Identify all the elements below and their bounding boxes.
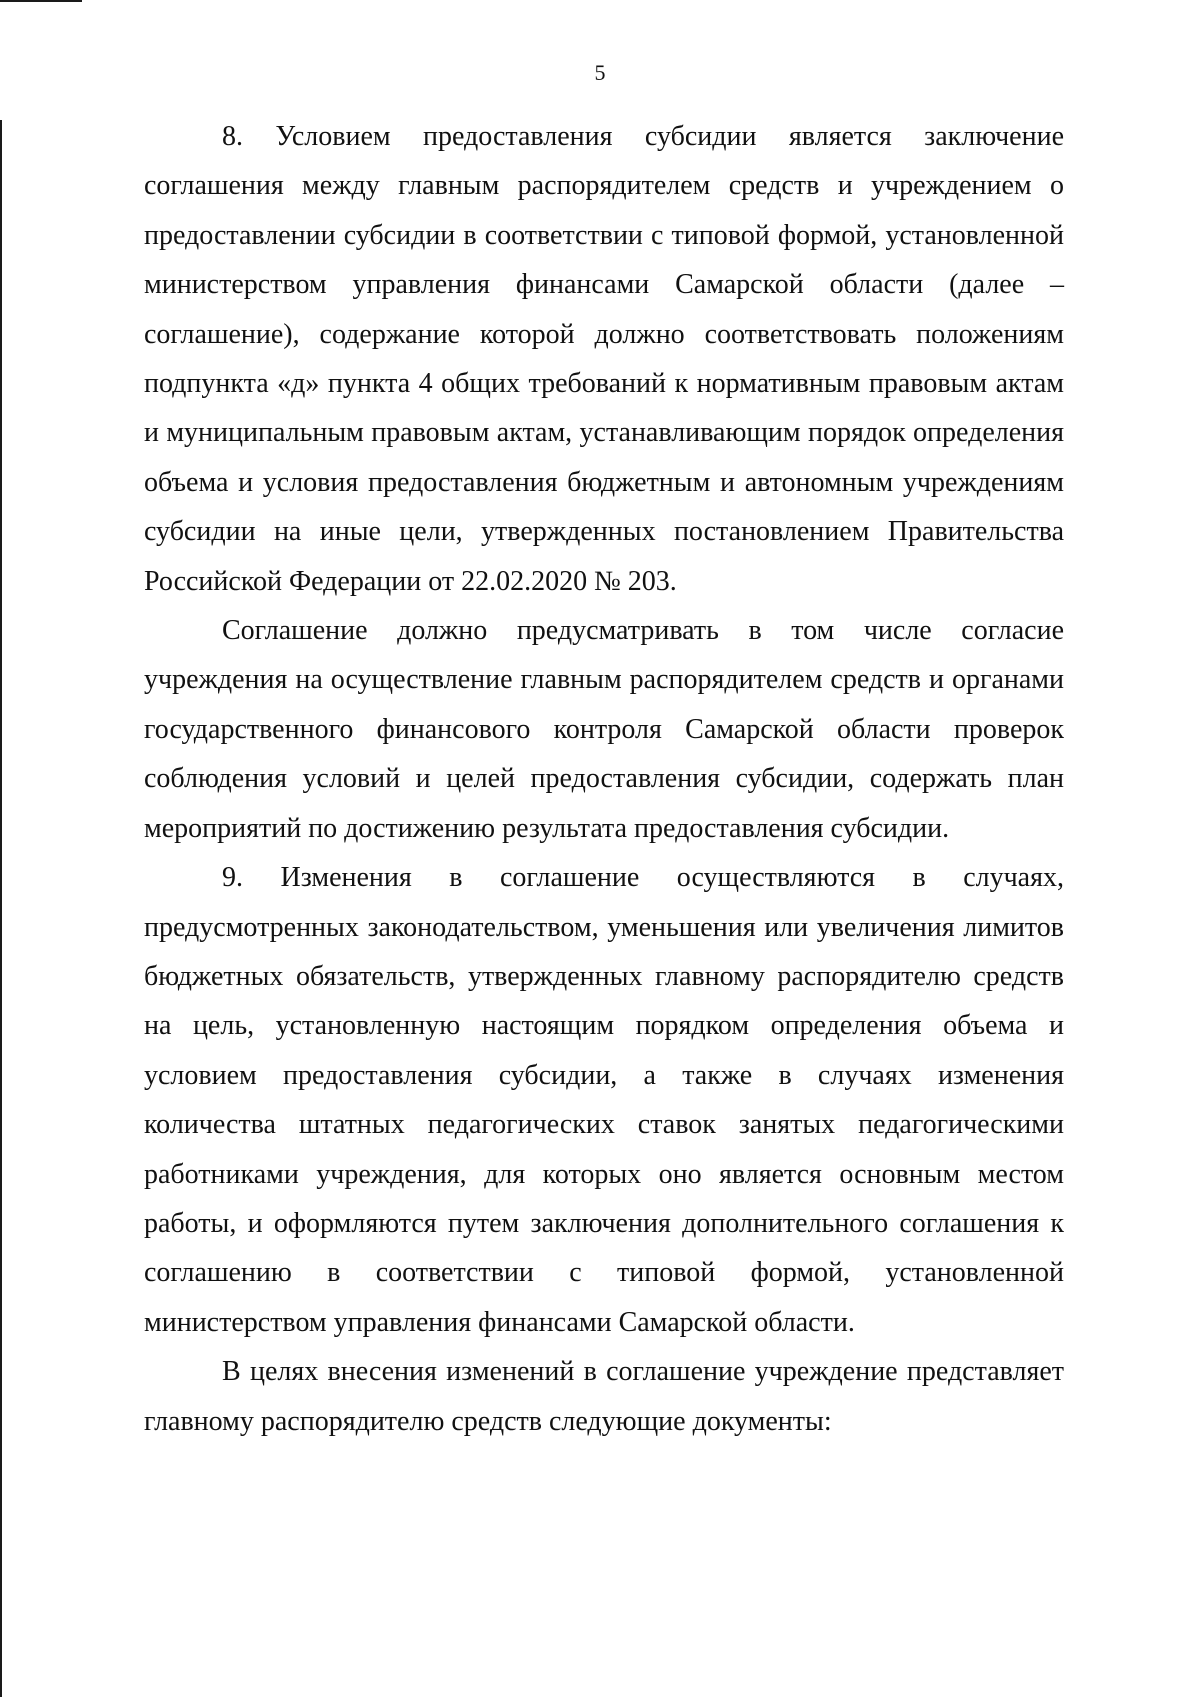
scan-corner-line bbox=[0, 0, 82, 2]
document-body bbox=[144, 112, 1064, 1446]
paragraph-documents-intro: В целях внесения изменений в соглашение учреждение представляет главному распорядителю средств следующие документы: bbox=[144, 1356, 1064, 1437]
page-number: 5 bbox=[594, 60, 606, 85]
paragraph-9: 9. Изменения в соглашение осуществляются в случаях, предусмотренных законодательством, уменьшения или увеличения лимитов бюджетных обязательств, утвержденных главному распорядителю средств на цель, установленную настоящим порядком определения объема и условием предоставления субсидии, а также в случаях изменения количества штатных педагогических ставок занятых педагогическими работниками учреждения, для которых оно является основным местом работы, и оформляются путем заключения дополнительного соглашения к соглашению в соответствии с типовой формой, установленной министерством управления финансами Самарской области. bbox=[144, 862, 1064, 1338]
paragraph-8: 8. Условием предоставления субсидии является заключение соглашения между главным распорядителем средств и учреждением о предоставлении субсидии в соответствии с типовой формой, установленной министерством управления финансами Самарской области (далее – соглашение), содержание которой должно соответствовать положениям подпункта «д» пункта 4 общих требований к нормативным правовым актам и муниципальным правовым актам, устанавливающим порядок определения объема и условия предоставления бюджетным и автономным учреждениям субсидии на иные цели, утвержденных постановлением Правительства Российской Федерации от 22.02.2020 № 203. bbox=[144, 121, 1064, 597]
scan-edge-line bbox=[0, 120, 2, 1697]
paragraph-agreement-terms: Соглашение должно предусматривать в том числе согласие учреждения на осуществление главным распорядителем средств и органами государственного финансового контроля Самарской области проверок соблюдения условий и целей предоставления субсидии, содержать план мероприятий по достижению результата предоставления субсидии. bbox=[144, 615, 1064, 844]
